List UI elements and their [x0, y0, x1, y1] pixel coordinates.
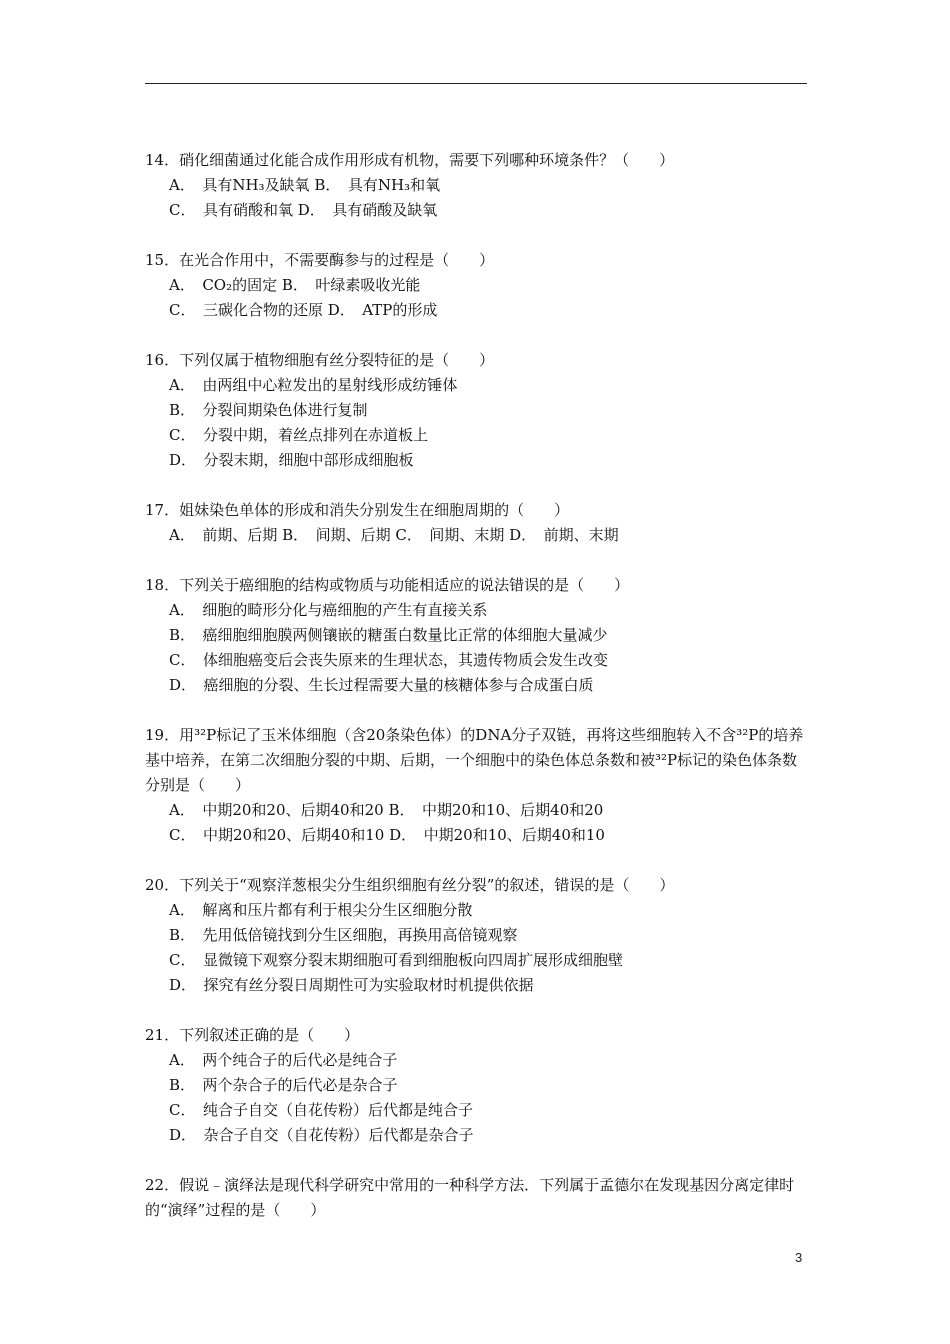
question-stem: 16．下列仅属于植物细胞有丝分裂特征的是（ ） — [145, 351, 495, 369]
option-line: A． 前期、后期 B． 间期、后期 C． 间期、末期 D． 前期、末期 — [169, 526, 619, 544]
question-14 — [145, 148, 810, 223]
question-22 — [145, 1173, 810, 1223]
option-line: C． 纯合子自交（自花传粉）后代都是纯合子 — [169, 1101, 473, 1119]
question-stem: 18．下列关于癌细胞的结构或物质与功能相适应的说法错误的是（ ） — [145, 576, 630, 594]
option-line: A． 两个纯合子的后代必是纯合子 — [169, 1051, 398, 1069]
option-line: B． 先用低倍镜找到分生区细胞，再换用高倍镜观察 — [169, 926, 518, 944]
question-15 — [145, 248, 810, 323]
option-line: A． 由两组中心粒发出的星射线形成纺锤体 — [169, 376, 458, 394]
question-stem: 21．下列叙述正确的是（ ） — [145, 1026, 360, 1044]
question-stem: 15．在光合作用中，不需要酶参与的过程是（ ） — [145, 251, 495, 269]
option-line: A． 细胞的畸形分化与癌细胞的产生有直接关系 — [169, 601, 488, 619]
option-line: C． 三碳化合物的还原 D． ATP的形成 — [169, 301, 438, 319]
option-line: A． 解离和压片都有利于根尖分生区细胞分散 — [169, 901, 473, 919]
question-list — [145, 148, 810, 1248]
option-line: C． 分裂中期，着丝点排列在赤道板上 — [169, 426, 428, 444]
question-stem: 19．用³²P标记了玉米体细胞（含20条染色体）的DNA分子双链，再将这些细胞转入不含³²P的培养基中培养，在第二次细胞分裂的中期、后期，一个细胞中的染色体总条数和被³²P标记的染色体条数分别是（ ） — [145, 726, 804, 794]
page-number: 3 — [795, 1250, 803, 1265]
option-line: C． 具有硝酸和氧 D． 具有硝酸及缺氧 — [169, 201, 438, 219]
question-21 — [145, 1023, 810, 1148]
option-line: D． 分裂末期，细胞中部形成细胞板 — [169, 451, 414, 469]
option-line: C． 显微镜下观察分裂末期细胞可看到细胞板向四周扩展形成细胞壁 — [169, 951, 623, 969]
option-line: A． 具有NH₃及缺氧 B． 具有NH₃和氧 — [169, 176, 441, 194]
option-line: B． 癌细胞细胞膜两侧镶嵌的糖蛋白数量比正常的体细胞大量减少 — [169, 626, 608, 644]
question-19 — [145, 723, 810, 848]
question-stem: 20．下列关于“观察洋葱根尖分生组织细胞有丝分裂”的叙述，错误的是（ ） — [145, 876, 675, 894]
option-line: A． CO₂的固定 B． 叶绿素吸收光能 — [169, 276, 421, 294]
option-line: D． 癌细胞的分裂、生长过程需要大量的核糖体参与合成蛋白质 — [169, 676, 594, 694]
question-20 — [145, 873, 810, 998]
option-line: D． 探究有丝分裂日周期性可为实验取材时机提供依据 — [169, 976, 534, 994]
option-line: C． 中期20和20、后期40和10 D． 中期20和10、后期40和10 — [169, 826, 605, 844]
question-18 — [145, 573, 810, 698]
option-line: B． 分裂间期染色体进行复制 — [169, 401, 368, 419]
question-17 — [145, 498, 810, 548]
question-stem: 14．硝化细菌通过化能合成作用形成有机物，需要下列哪种环境条件？（ ） — [145, 151, 675, 169]
question-stem: 17．姐妹染色单体的形成和消失分别发生在细胞周期的（ ） — [145, 501, 570, 519]
question-stem: 22．假说﹣演绎法是现代科学研究中常用的一种科学方法．下列属于孟德尔在发现基因分离定律时的“演绎”过程的是（ ） — [145, 1176, 795, 1219]
option-line: D． 杂合子自交（自花传粉）后代都是杂合子 — [169, 1126, 474, 1144]
option-line: C． 体细胞癌变后会丧失原来的生理状态，其遗传物质会发生改变 — [169, 651, 608, 669]
header-rule — [145, 83, 807, 84]
question-16 — [145, 348, 810, 473]
option-line: B． 两个杂合子的后代必是杂合子 — [169, 1076, 398, 1094]
option-line: A． 中期20和20、后期40和20 B． 中期20和10、后期40和20 — [169, 801, 604, 819]
